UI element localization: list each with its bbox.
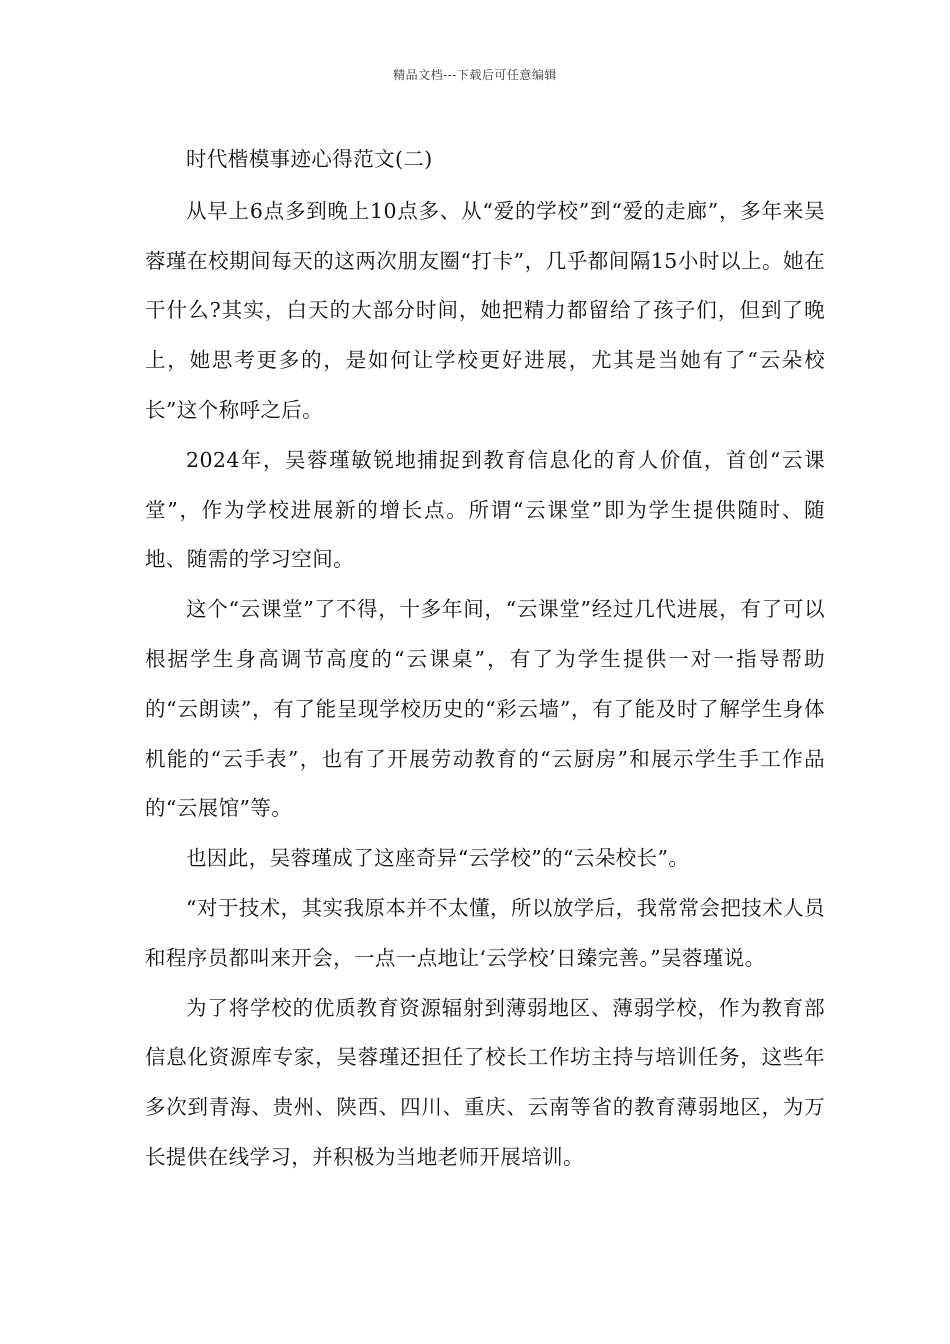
paragraph-5: “对于技术，其实我原本并不太懂，所以放学后，我常常会把技术人员和程序员都叫来开会，一点一点地让‘云学校’日臻完善。”吴蓉瑾说。 — [145, 895, 825, 970]
page-header: 精品文档---下载后可任意编辑 — [393, 68, 557, 82]
document-body — [145, 135, 825, 1183]
document-title: 时代楷模事迹心得范文(二) — [186, 147, 433, 171]
paragraph-3: 这个“云课堂”了不得，十多年间，“云课堂”经过几代进展，有了可以根据学生身高调节高度的“云课桌”，有了为学生提供一对一指导帮助的“云朗读”，有了能呈现学校历史的“彩云墙”，有了能及时了解学生身体机能的“云手表”，也有了开展劳动教育的“云厨房”和展示学生手工作品的“云展馆”等。 — [145, 597, 825, 821]
paragraph-1: 从早上6点多到晚上10点多、从“爱的学校”到“爱的走廊”，多年来吴蓉瑾在校期间每天的这两次朋友圈“打卡”，几乎都间隔15小时以上。她在干什么?其实，白天的大部分时间，她把精力都留给了孩子们，但到了晚上，她思考更多的，是如何让学校更好进展，尤其是当她有了“云朵校长”这个称呼之后。 — [145, 198, 825, 422]
paragraph-6: 为了将学校的优质教育资源辐射到薄弱地区、薄弱学校，作为教育部信息化资源库专家，吴蓉瑾还担任了校长工作坊主持与培训任务，这些年多次到青海、贵州、陕西、四川、重庆、云南等省的教育薄弱地区，为万长提供在线学习，并积极为当地老师开展培训。 — [145, 995, 825, 1169]
paragraph-4: 也因此，吴蓉瑾成了这座奇异“云学校”的“云朵校长”。 — [186, 846, 690, 871]
paragraph-2: 2024年，吴蓉瑾敏锐地捕捉到教育信息化的育人价值，首创“云课堂”，作为学校进展新的增长点。所谓“云课堂”即为学生提供随时、随地、随需的学习空间。 — [145, 447, 825, 572]
